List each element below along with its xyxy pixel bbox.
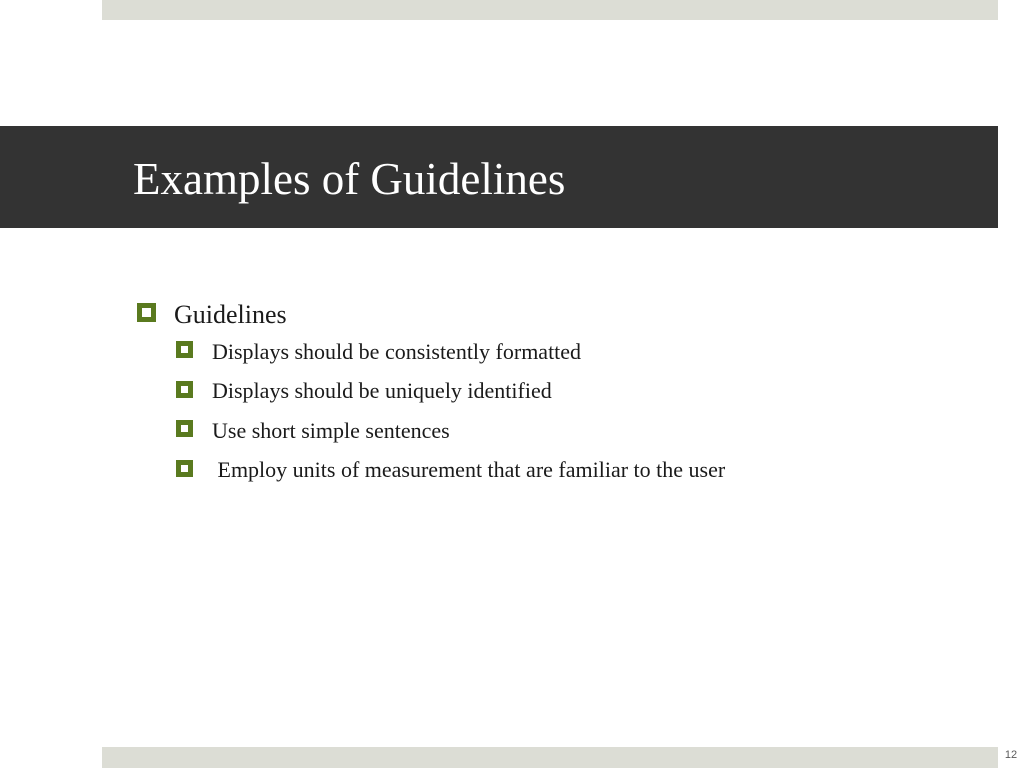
square-outline-bullet-icon [176,341,193,358]
main-bullet-text: Guidelines [174,300,287,329]
square-outline-bullet-icon [176,460,193,477]
sub-bullet-item [137,372,957,412]
square-outline-bullet-icon [176,420,193,437]
sub-bullet-item [137,451,957,491]
square-outline-bullet-icon [176,381,193,398]
sub-bullet-text: Displays should be consistently formatted [212,338,582,364]
bottom-accent-bar [102,747,998,768]
top-accent-bar [102,0,998,20]
main-bullet-item [137,298,957,332]
sub-bullet-text: Use short simple sentences [212,417,450,443]
square-outline-bullet-icon [137,303,156,322]
sub-bullet-item [137,411,957,451]
sub-bullet-text: Displays should be uniquely identified [212,378,552,404]
sub-bullet-text: Employ units of measurement that are familiar to the user [212,457,726,483]
page-number: 12 [1004,749,1018,761]
slide-title: Examples of Guidelines [133,154,566,204]
sub-bullet-item [137,332,957,372]
content-body [137,298,957,490]
